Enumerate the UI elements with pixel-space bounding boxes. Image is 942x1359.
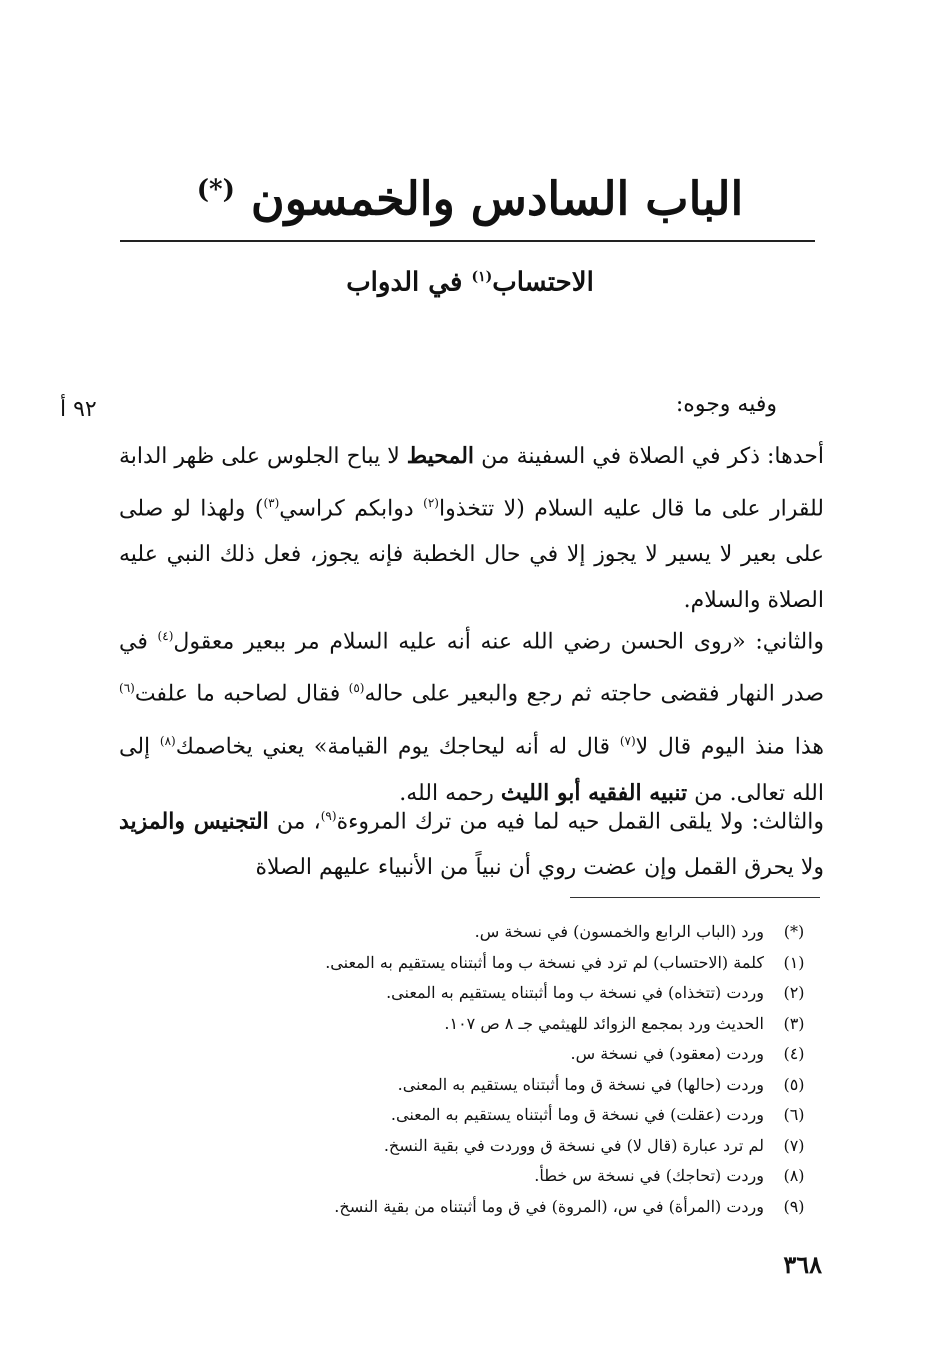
footnote-item [119,917,824,948]
footnote-item [119,1100,824,1131]
footnote-number: (٢) [783,983,805,1002]
para3-label: والثالث: [751,809,825,835]
para2-text-6: إلى الله تعالى. من [119,733,824,806]
paragraph-second [119,613,824,817]
page-number: ٣٦٨ [783,1250,822,1279]
footnote-number: (٦) [783,1105,805,1124]
para1-ref-2: (٢) [423,496,439,510]
footnote-item [119,1070,824,1101]
section-title [120,253,820,307]
para2-ref-5: (٥) [348,681,365,696]
footnote-text: كلمة (الاحتساب) لم ترد في نسخة ب وما أثبتناه يستقيم به المعنى. [325,952,764,972]
para3-ref-9: (٩) [320,809,337,823]
footnote-text: وردت (عقلت) في نسخة ق وما أثبتناه يستقيم به المعنى. [390,1105,764,1124]
para1-label: أحدها: [767,444,824,469]
footnote-text: وردت (حالها) في نسخة ق وما أثبتناه يستقيم به المعنى. [397,1074,764,1094]
footnote-text: ورد (الباب الرابع والخمسون) في نسخة س. [474,922,764,941]
footnote-text: وردت (تحاجك) في نسخة س خطأ. [534,1166,764,1185]
para3-source: التجنيس والمزيد [119,808,269,835]
para2-source: تنبيه الفقيه أبو الليث [500,779,688,806]
para3-text-1: ولا يلقى القمل حيه لما فيه من ترك المروءة [336,809,752,835]
footnote-number: (٤) [783,1044,805,1063]
footnote-text: وردت (معقود) في نسخة س. [570,1044,764,1063]
para1-text-4: ) ولهذا لو صلى على بعير لا يسير لا يجوز إلا في حال الخطبة فإنه يجوز، فعل ذلك النبي عليه الصلاة والسلام. [119,496,824,614]
footnote-item [119,978,824,1009]
para2-ref-4: (٤) [157,629,174,643]
para2-text-2: في صدر النهار فقضى حاجته ثم رجع والبعير على حاله [119,629,824,707]
footnote-number: (١) [783,952,805,972]
footnote-item [119,1009,824,1040]
para2-ref-8: (٨) [159,733,176,748]
para2-label: والثاني: [755,629,824,655]
para1-source: المحيط [406,443,475,469]
para2-text-7: رحمه الله. [399,780,501,806]
footnote-item [119,948,824,979]
footnote-text: لم ترد عبارة (قال لا) في نسخة ق ووردت في بقية النسخ. [383,1135,764,1155]
para2-text-4: هذا منذ اليوم قال لا [635,733,824,759]
chapter-title [120,150,820,238]
section-title-before: الاحتساب [492,267,594,298]
chapter-footnote-mark: (*) [196,175,235,205]
footnote-text: وردت (المرأة) في س، (المروة) في ق وما أثبتناه من بقية النسخ. [334,1196,764,1216]
para1-text-1: ذكر في الصلاة في السفينة من [474,444,768,469]
footnote-item [119,1192,824,1223]
footnote-text: وردت (تتخذاه) في نسخة ب وما أثبتناه يستقيم به المعنى. [386,983,764,1002]
title-divider [120,240,815,242]
para2-ref-7: (٧) [619,733,636,748]
footnote-item [119,1131,824,1162]
footnote-divider [570,897,820,898]
footnote-number: (٨) [783,1166,805,1185]
footnote-number: (٥) [783,1074,805,1094]
section-title-ref: (١) [471,269,493,285]
para3-text-2: ، من [268,809,321,835]
para2-text-3: فقال لصاحبه ما علفت [134,681,349,707]
para1-ref-3: (٣) [263,496,280,510]
chapter-title-text: الباب السادس والخمسون [250,171,744,226]
paragraph-third [119,793,824,891]
footnote-number: (٩) [783,1196,805,1216]
footnote-number: (٧) [783,1135,805,1155]
para1-text-2: لا يباح الجلوس على ظهر الدابة للقرار على ما قال عليه السلام (لا تتخذوا [119,444,824,522]
footnote-text: الحديث ورد بمجمع الزوائد للهيثمي جـ ٨ ص ١٠٧. [444,1013,764,1033]
section-title-after: في الدواب [346,267,472,298]
footnote-item [119,1161,824,1192]
footnotes-list [119,917,824,1222]
para2-ref-6: (٦) [119,681,135,696]
manuscript-folio-marker: ٩٢ أ [60,397,97,422]
footnote-number: (٣) [783,1013,805,1033]
para2-text-1: «روى الحسن رضي الله عنه أنه عليه السلام مر ببعير معقول [173,629,756,655]
para2-text-5: قال له أنه ليحاجك يوم القيامة» يعني يخاصمك [175,733,620,759]
paragraph-first [119,433,824,624]
footnote-number: (*) [783,922,805,941]
intro-line: وفيه وجوه: [675,392,777,417]
para3-text-3: ولا يحرق القمل وإن عضت روي أن نبياً من الأنبياء عليهم الصلاة [255,855,824,881]
para1-text-3: دوابكم كراسي [279,496,424,522]
footnote-item [119,1039,824,1070]
